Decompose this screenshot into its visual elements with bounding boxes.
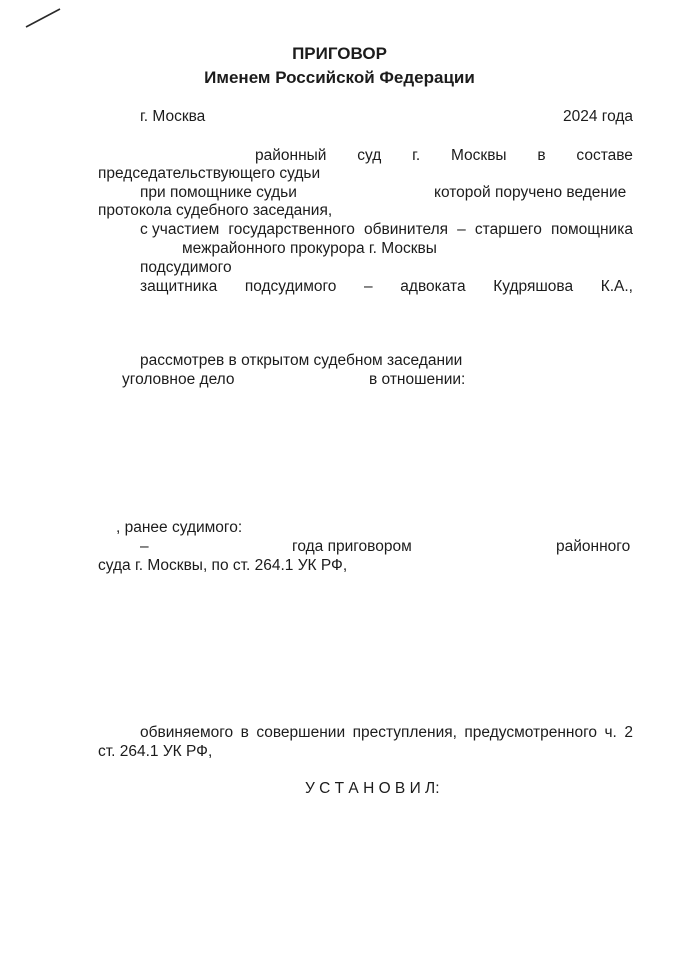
document-title: ПРИГОВОР — [292, 44, 387, 63]
defender-word: – — [364, 278, 373, 295]
prosecutor-word: старшего — [474, 221, 542, 238]
defender-word: адвоката — [400, 278, 466, 295]
prosecutor-line — [140, 221, 633, 239]
accused-word: в — [240, 724, 249, 741]
considered-line: рассмотрев в открытом судебном заседании — [140, 352, 463, 369]
prosecutor-word: с участием — [140, 221, 220, 238]
judge-line: председательствующего судьи — [98, 165, 321, 182]
court-article-line: суда г. Москвы, по ст. 264.1 УК РФ, — [98, 557, 348, 574]
court-word: Москвы — [450, 147, 507, 164]
accused-word: обвиняемого — [140, 724, 234, 741]
regarding-label: в отношении: — [369, 371, 466, 388]
year-sentence-label: года приговором — [292, 538, 412, 555]
accused-word: преступления, — [352, 724, 457, 741]
prosecutor-office: межрайонного прокурора г. Москвы — [182, 240, 437, 257]
prosecutor-word: государственного — [228, 221, 355, 238]
defender-word: защитника — [140, 278, 218, 295]
previously-convicted-label: , ранее судимого: — [116, 519, 243, 536]
assistant-duty: которой поручено ведение — [434, 184, 627, 201]
accused-word: 2 — [624, 724, 633, 741]
district-label: районного — [556, 538, 631, 555]
defender-word: Кудряшова — [493, 278, 574, 295]
prosecutor-word: – — [457, 221, 466, 238]
accused-word: ч. — [604, 724, 617, 741]
document-subtitle: Именем Российской Федерации — [204, 68, 475, 87]
defender-word: К.А., — [600, 278, 633, 295]
accused-line — [140, 724, 633, 742]
pen-stroke-mark — [24, 4, 64, 30]
prosecutor-word: обвинителя — [363, 221, 449, 238]
accused-word: предусмотренного — [464, 724, 598, 741]
defender-word: подсудимого — [244, 278, 337, 295]
court-line — [255, 147, 633, 165]
criminal-case-label: уголовное дело — [122, 371, 235, 388]
protocol-line: протокола судебного заседания, — [98, 202, 333, 219]
court-word: составе — [576, 147, 633, 164]
article-line: ст. 264.1 УК РФ, — [98, 743, 213, 760]
accused-word: совершении — [256, 724, 346, 741]
defender-line — [140, 278, 633, 296]
prosecutor-word: помощника — [550, 221, 633, 238]
city-label: г. Москва — [140, 108, 206, 125]
defendant-label: подсудимого — [140, 259, 232, 276]
established-heading: У С Т А Н О В И Л: — [305, 780, 440, 797]
court-word: в — [537, 147, 546, 164]
court-word: суд — [357, 147, 382, 164]
date-label: 2024 года — [563, 108, 634, 125]
record-dash: – — [140, 538, 149, 555]
court-word: г. — [412, 147, 421, 164]
court-word: районный — [255, 147, 327, 164]
assistant-label: при помощнике судьи — [140, 184, 297, 201]
